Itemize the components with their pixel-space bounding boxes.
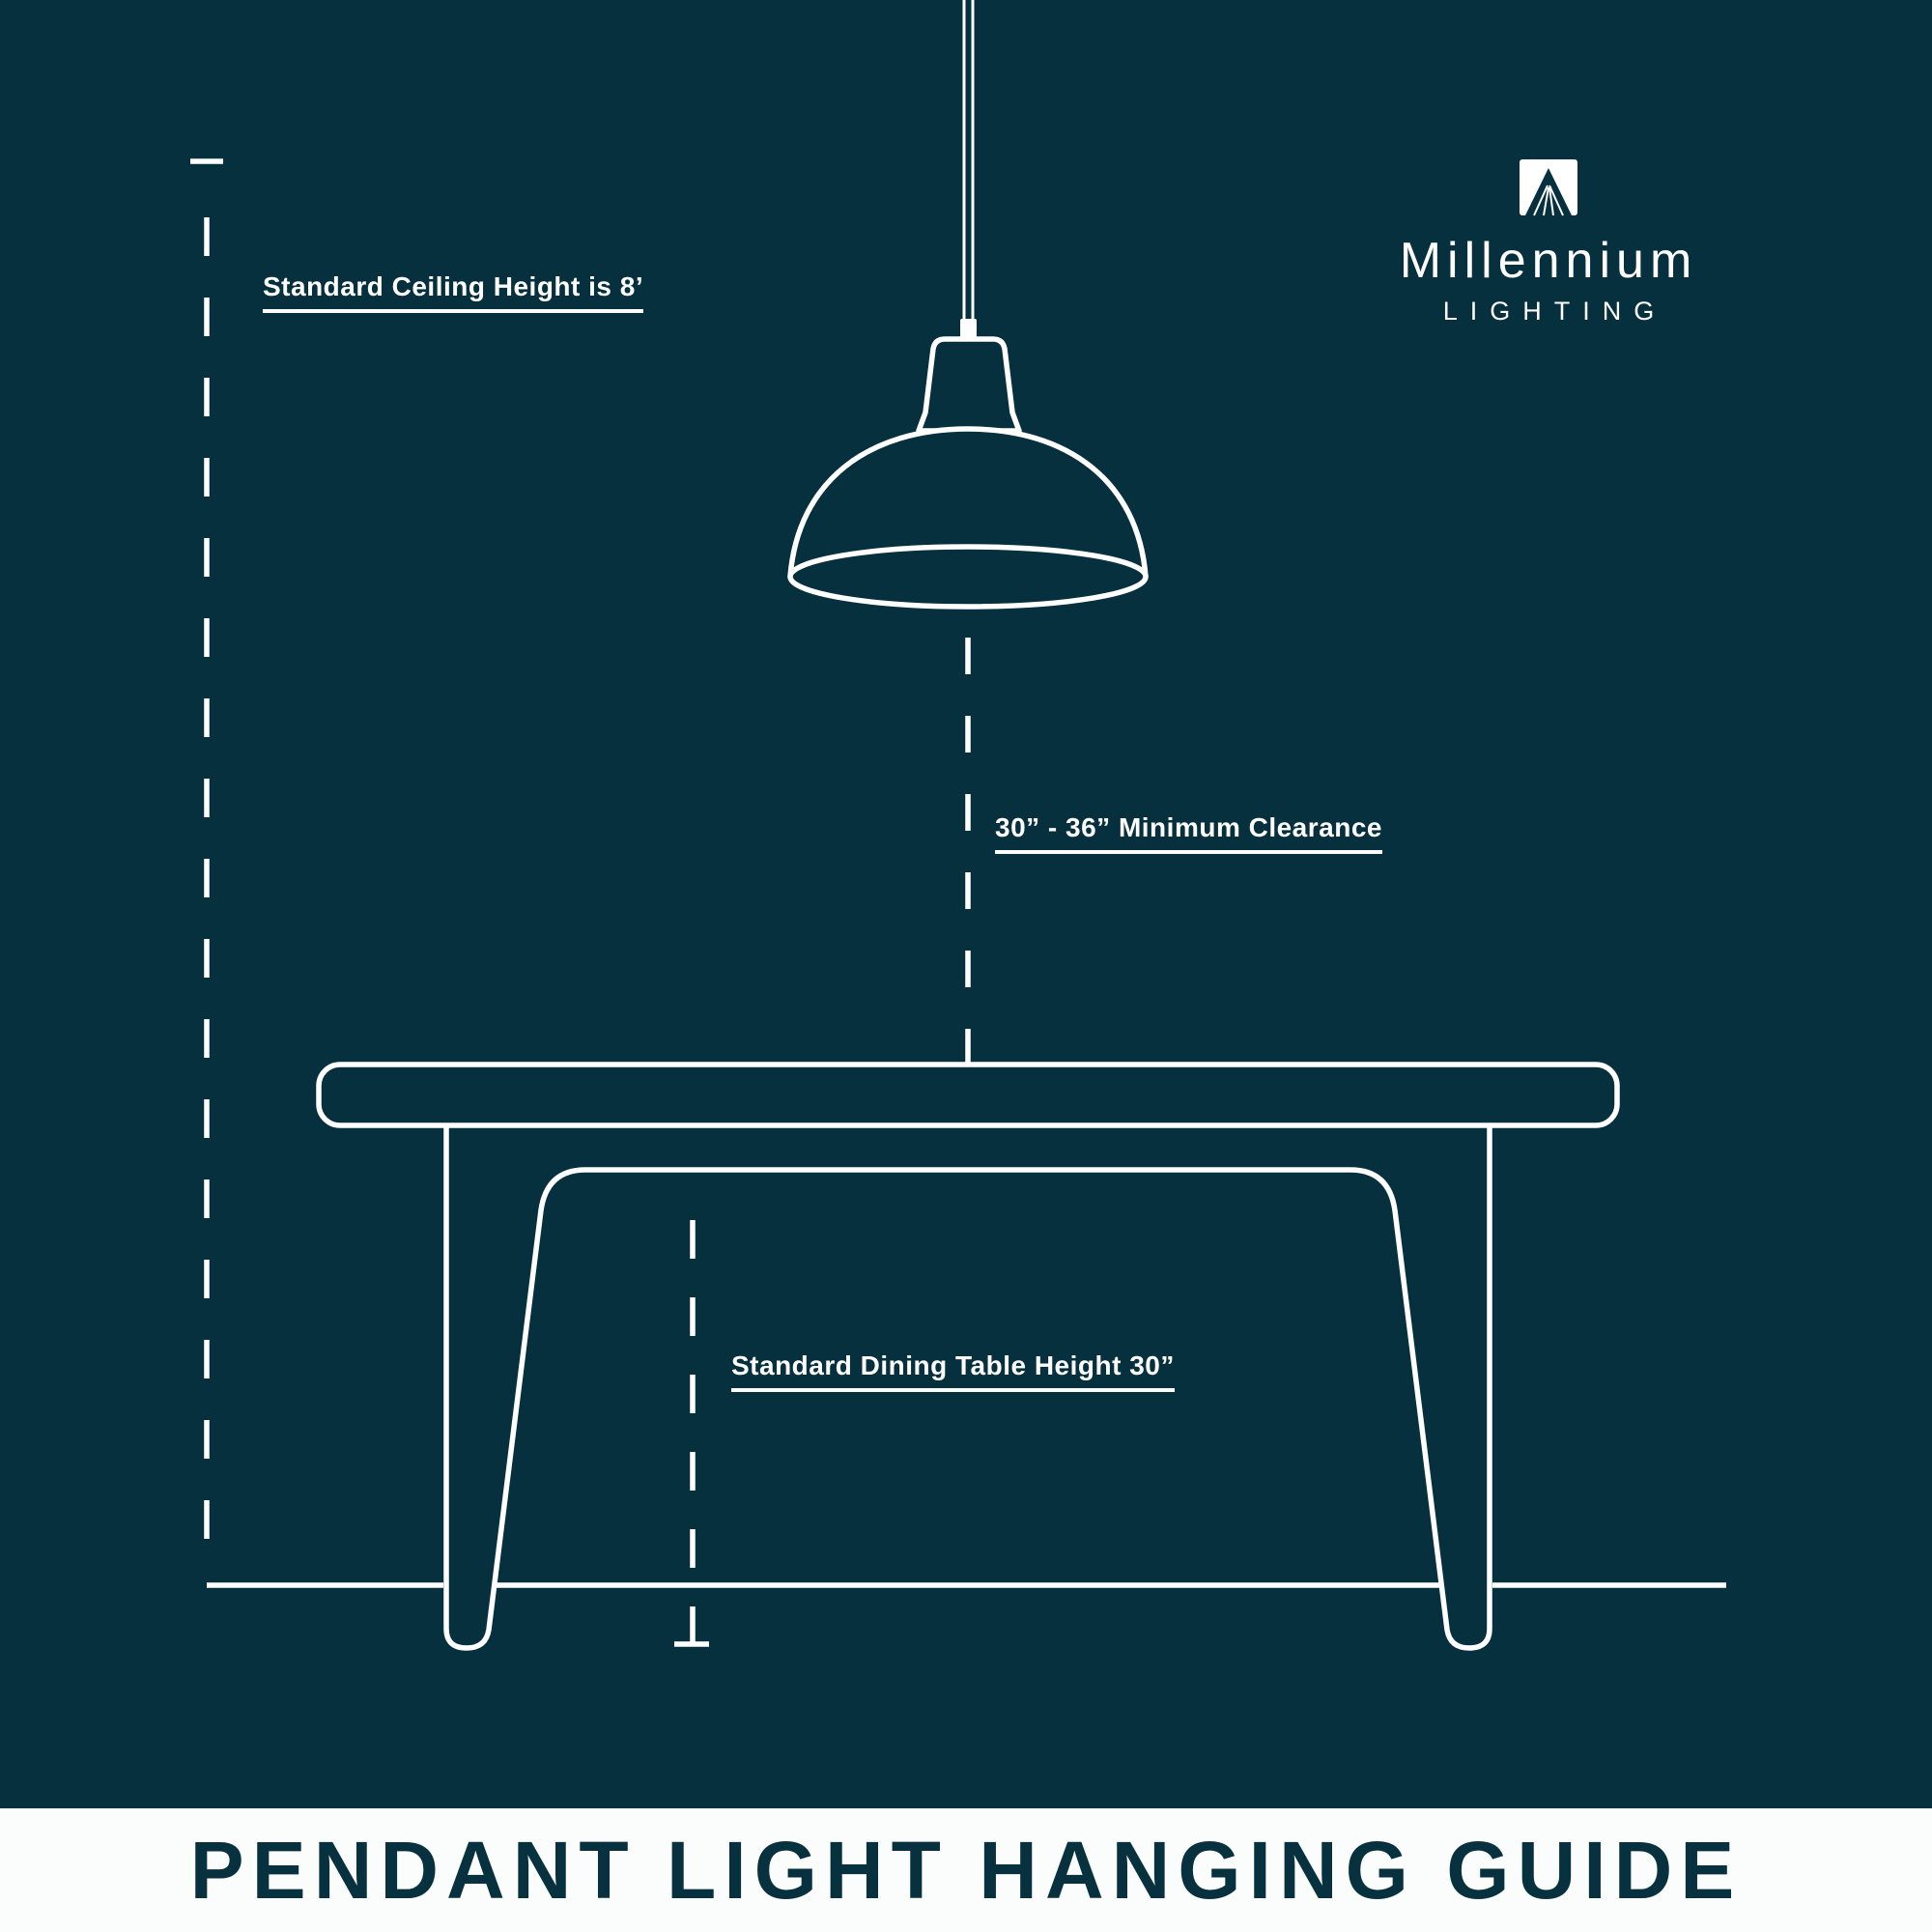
- poster-title: PENDANT LIGHT HANGING GUIDE: [189, 1825, 1743, 1916]
- logo-subtitle: LIGHTING: [1442, 297, 1667, 326]
- clearance-label: 30” - 36” Minimum Clearance: [995, 814, 1382, 854]
- pendant-light: [790, 0, 1146, 607]
- table-top: [319, 1065, 1617, 1125]
- millennium-logo-icon: [1520, 159, 1577, 215]
- pendant-shade-neck: [919, 339, 1019, 431]
- table-height-measure-line: [674, 1220, 709, 1645]
- table-height-label: Standard Dining Table Height 30”: [731, 1352, 1175, 1392]
- logo-wordmark: Millennium: [1399, 233, 1698, 289]
- bottom-banner: [0, 1808, 1932, 1932]
- pendant-shade-rim: [790, 547, 1146, 607]
- pendant-socket-cap: [960, 319, 977, 340]
- ceiling-height-measure-line: [190, 161, 223, 1577]
- pendant-cord: [964, 0, 973, 322]
- ceiling-height-label: Standard Ceiling Height is 8’: [263, 273, 643, 313]
